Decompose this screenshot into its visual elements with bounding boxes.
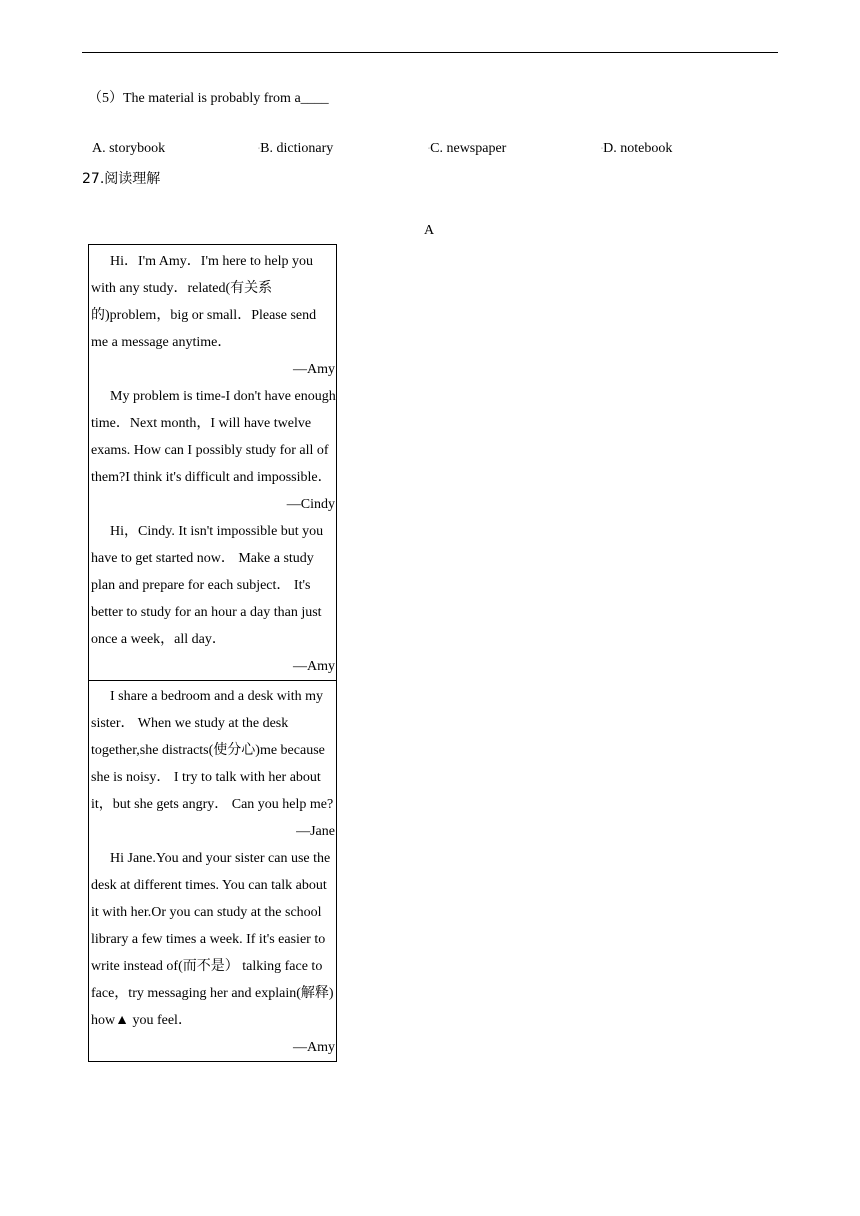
letter-amy-reply-cindy: Hi，Cindy. It isn't impossible but you have to get started now． Make a study plan and prepare for each subject． It's better to study for an hour a day than just once a week，all day． (91, 524, 324, 647)
option-b-label: B. dictionary (260, 141, 334, 156)
passage-label: A (424, 223, 435, 238)
signature: —Amy (293, 1040, 335, 1055)
letter-jane: I share a bedroom and a desk with my sister． When we study at the desk together,she distracts(使分心)me because she is noisy． I try to talk with her about it，but she gets angry． Can you help me? (91, 689, 334, 812)
section-title: 27.阅读理解 (82, 171, 161, 187)
question-stem: （5）The material is probably from a____ (88, 91, 329, 106)
option-a-label: A. storybook (92, 141, 166, 156)
signature: —Jane (296, 824, 335, 839)
header-rule (82, 52, 778, 53)
option-b[interactable] (258, 141, 333, 157)
option-marker-icon: ◦ (428, 145, 431, 152)
signature: —Amy (293, 362, 335, 377)
option-d-label: D. notebook (603, 141, 673, 156)
letters-cell-2 (89, 681, 336, 1061)
option-d[interactable] (601, 141, 672, 157)
letters-cell-1 (89, 245, 336, 681)
option-marker-icon: ◦ (258, 145, 261, 152)
letter-cindy: My problem is time-I don't have enough time．Next month，I will have twelve exams. How can I possibly study for all of them?I think it's difficult and impossible． (91, 389, 336, 485)
option-c-label: C. newspaper (430, 141, 507, 156)
signature: —Cindy (286, 497, 335, 512)
letters-table (88, 244, 337, 1062)
option-c[interactable] (428, 141, 506, 157)
letter-amy-reply-jane: Hi Jane.You and your sister can use the desk at different times. You can talk about it with her.Or you can study at the school library a few times a week. If it's easier to write instead of(而不是） talking face to face，try messaging her and explain(解释) how▲ you feel． (91, 851, 334, 1028)
signature: —Amy (293, 659, 335, 674)
option-marker-icon: ◦ (601, 145, 604, 152)
letter-amy-intro: Hi．I'm Amy．I'm here to help you with any study．related(有关系的)problem，big or small．Please send me a message anytime． (91, 254, 317, 350)
option-a[interactable] (92, 141, 165, 157)
